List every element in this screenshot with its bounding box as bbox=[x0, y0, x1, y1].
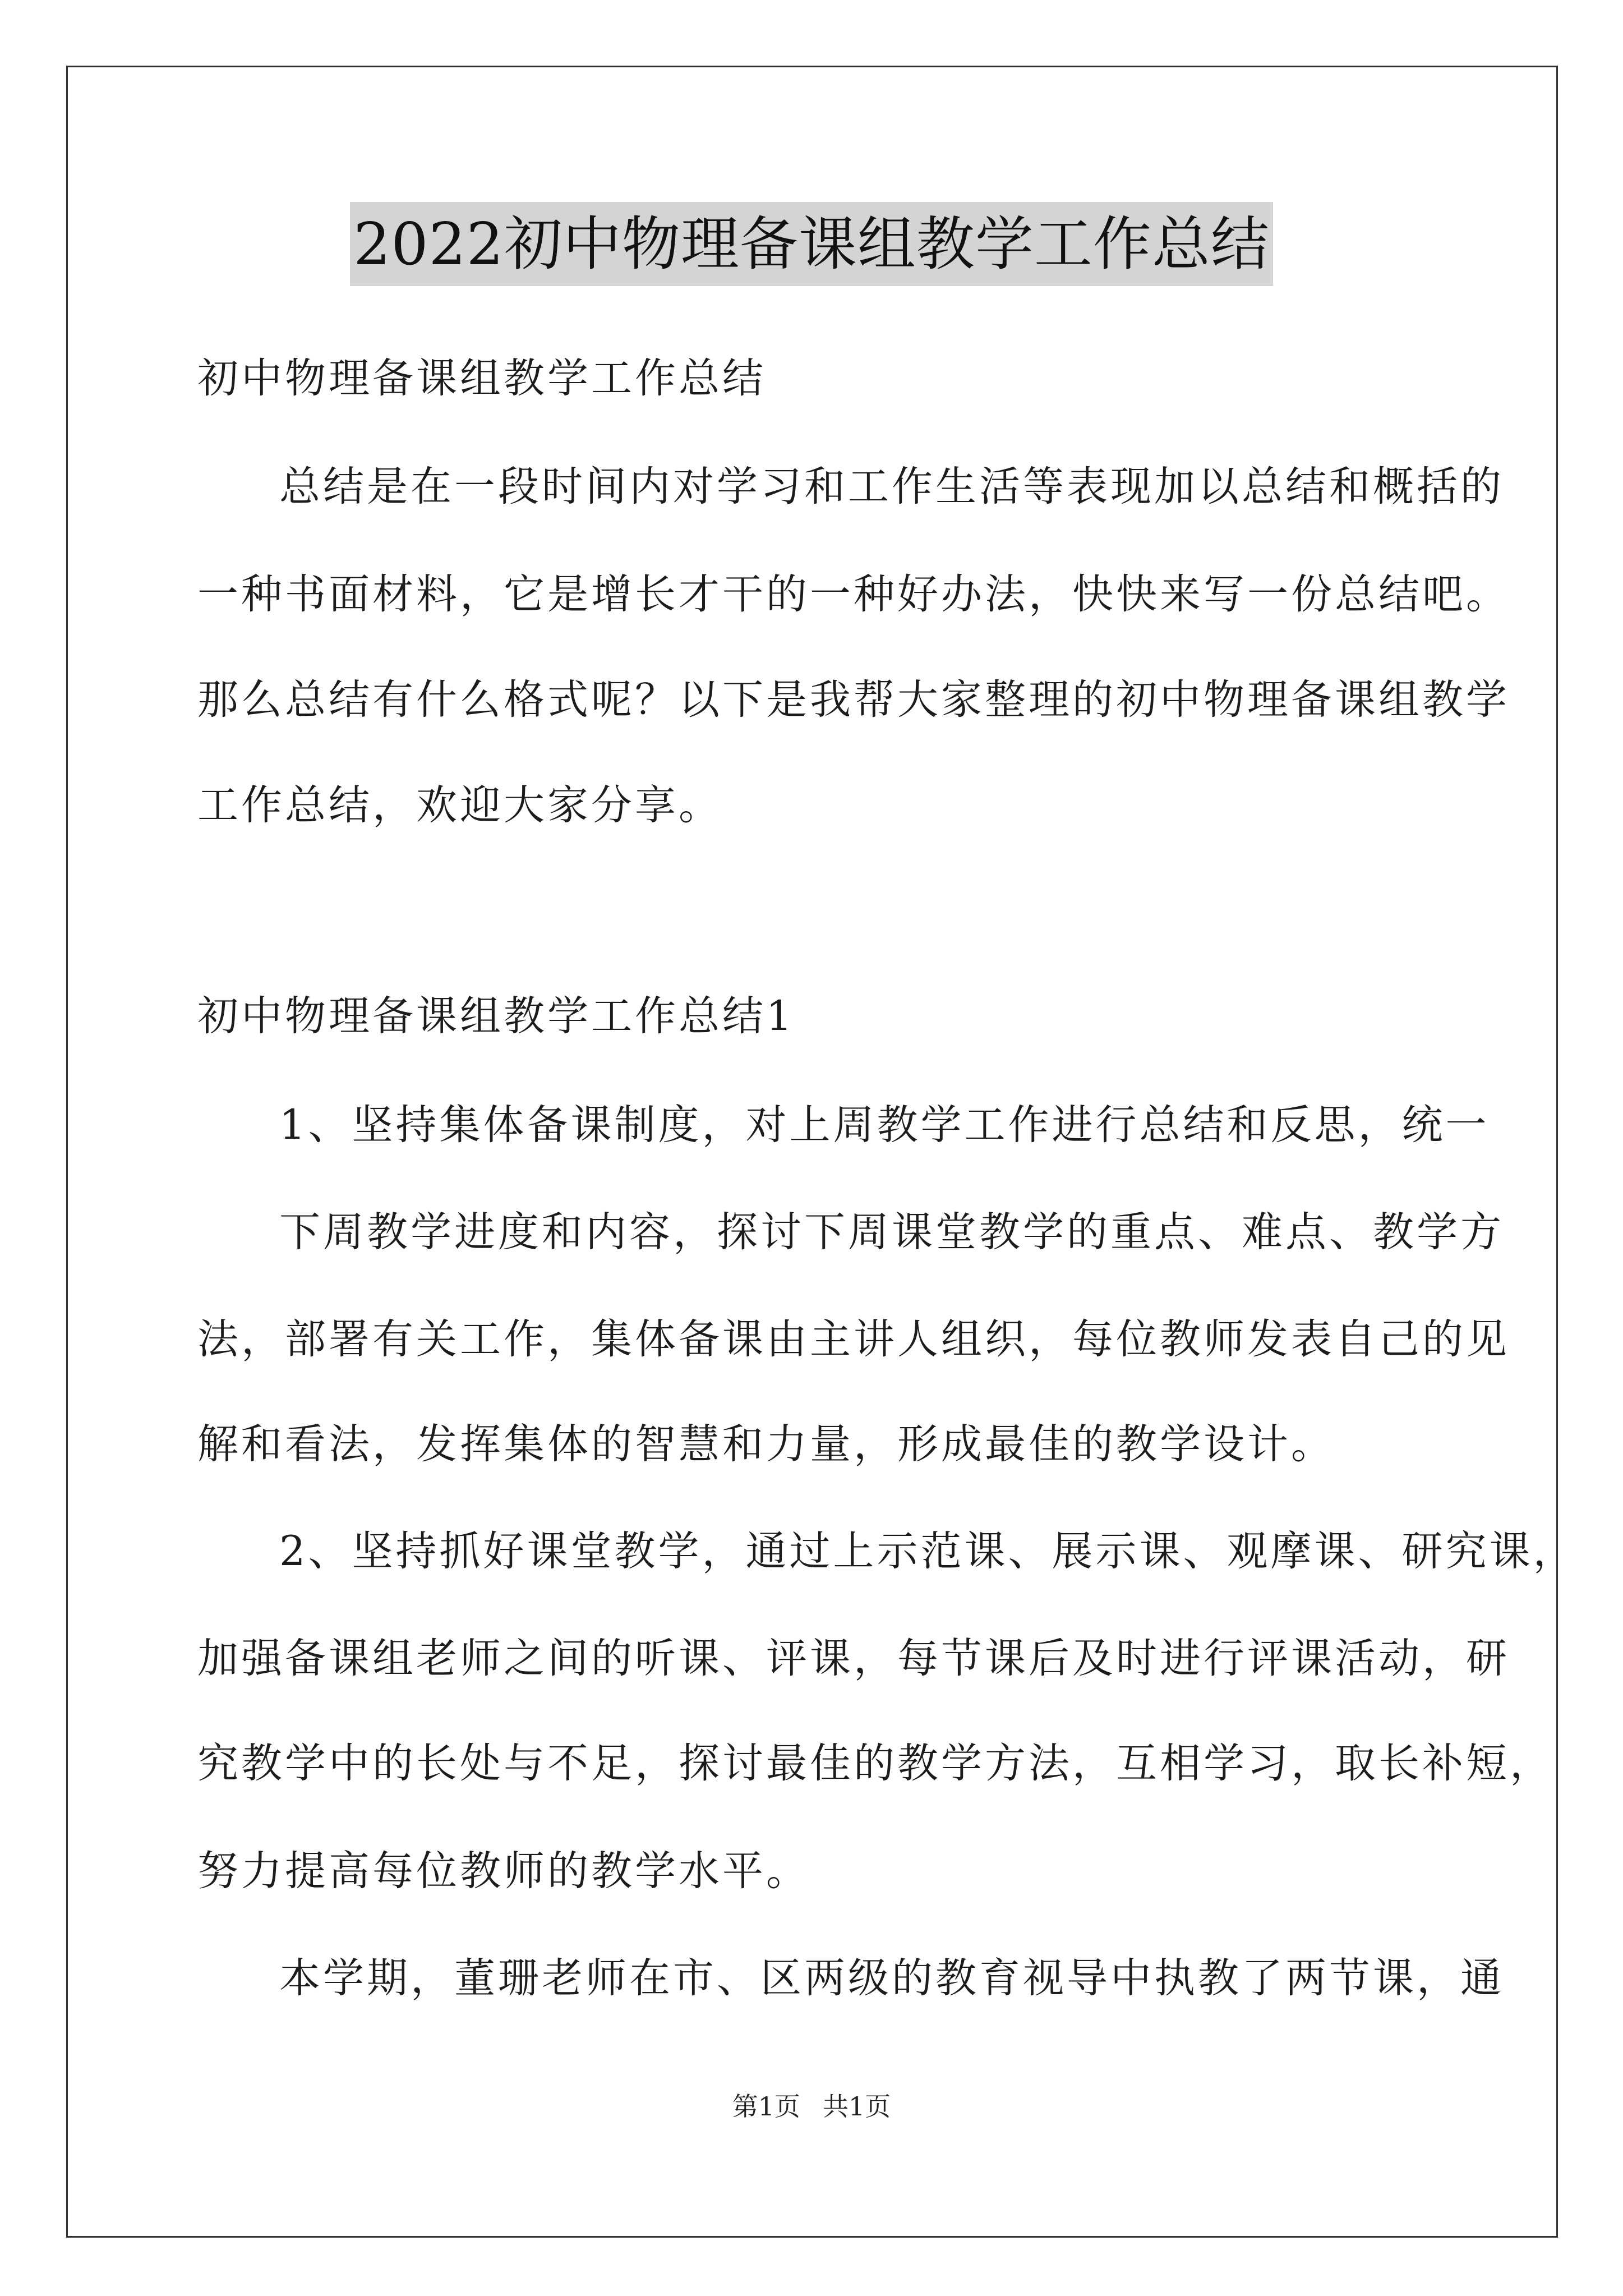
paragraph-line: 一种书面材料，它是增长才干的一种好办法，快快来写一份总结吧。 bbox=[197, 570, 1510, 618]
paragraph-line: 那么总结有什么格式呢？以下是我帮大家整理的初中物理备课组教学 bbox=[197, 676, 1510, 724]
paragraph-line: 2、坚持抓好课堂教学，通过上示范课、展示课、观摩课、研究课， bbox=[279, 1527, 1577, 1575]
paragraph-line: 本学期，董珊老师在市、区两级的教育视导中执教了两节课，通 bbox=[279, 1954, 1504, 2002]
paragraph-line: 努力提高每位教师的教学水平。 bbox=[197, 1847, 810, 1895]
page-footer bbox=[0, 2090, 1623, 2123]
paragraph-line: 总结是在一段时间内对学习和工作生活等表现加以总结和概括的 bbox=[279, 463, 1504, 510]
subtitle-line: 初中物理备课组教学工作总结 bbox=[197, 355, 766, 402]
paragraph-line: 解和看法，发挥集体的智慧和力量，形成最佳的教学设计。 bbox=[197, 1420, 1335, 1468]
paragraph-line: 究教学中的长处与不足，探讨最佳的教学方法，互相学习，取长补短， bbox=[197, 1740, 1553, 1787]
document-title: 2022初中物理备课组教学工作总结 bbox=[350, 202, 1273, 286]
title-container bbox=[0, 202, 1623, 286]
paragraph-line: 1、坚持集体备课制度，对上周教学工作进行总结和反思，统一 bbox=[279, 1101, 1490, 1149]
page-number-total: 共1页 bbox=[823, 2091, 891, 2122]
page-number-current: 第1页 bbox=[732, 2091, 800, 2122]
paragraph-line: 工作总结，欢迎大家分享。 bbox=[197, 781, 722, 829]
paragraph-line: 法，部署有关工作，集体备课由主讲人组织，每位教师发表自己的见 bbox=[197, 1315, 1510, 1363]
paragraph-line: 加强备课组老师之间的听课、评课，每节课后及时进行评课活动，研 bbox=[197, 1635, 1510, 1682]
paragraph-line: 下周教学进度和内容，探讨下周课堂教学的重点、难点、教学方 bbox=[279, 1208, 1504, 1256]
section-heading: 初中物理备课组教学工作总结1 bbox=[197, 992, 795, 1040]
